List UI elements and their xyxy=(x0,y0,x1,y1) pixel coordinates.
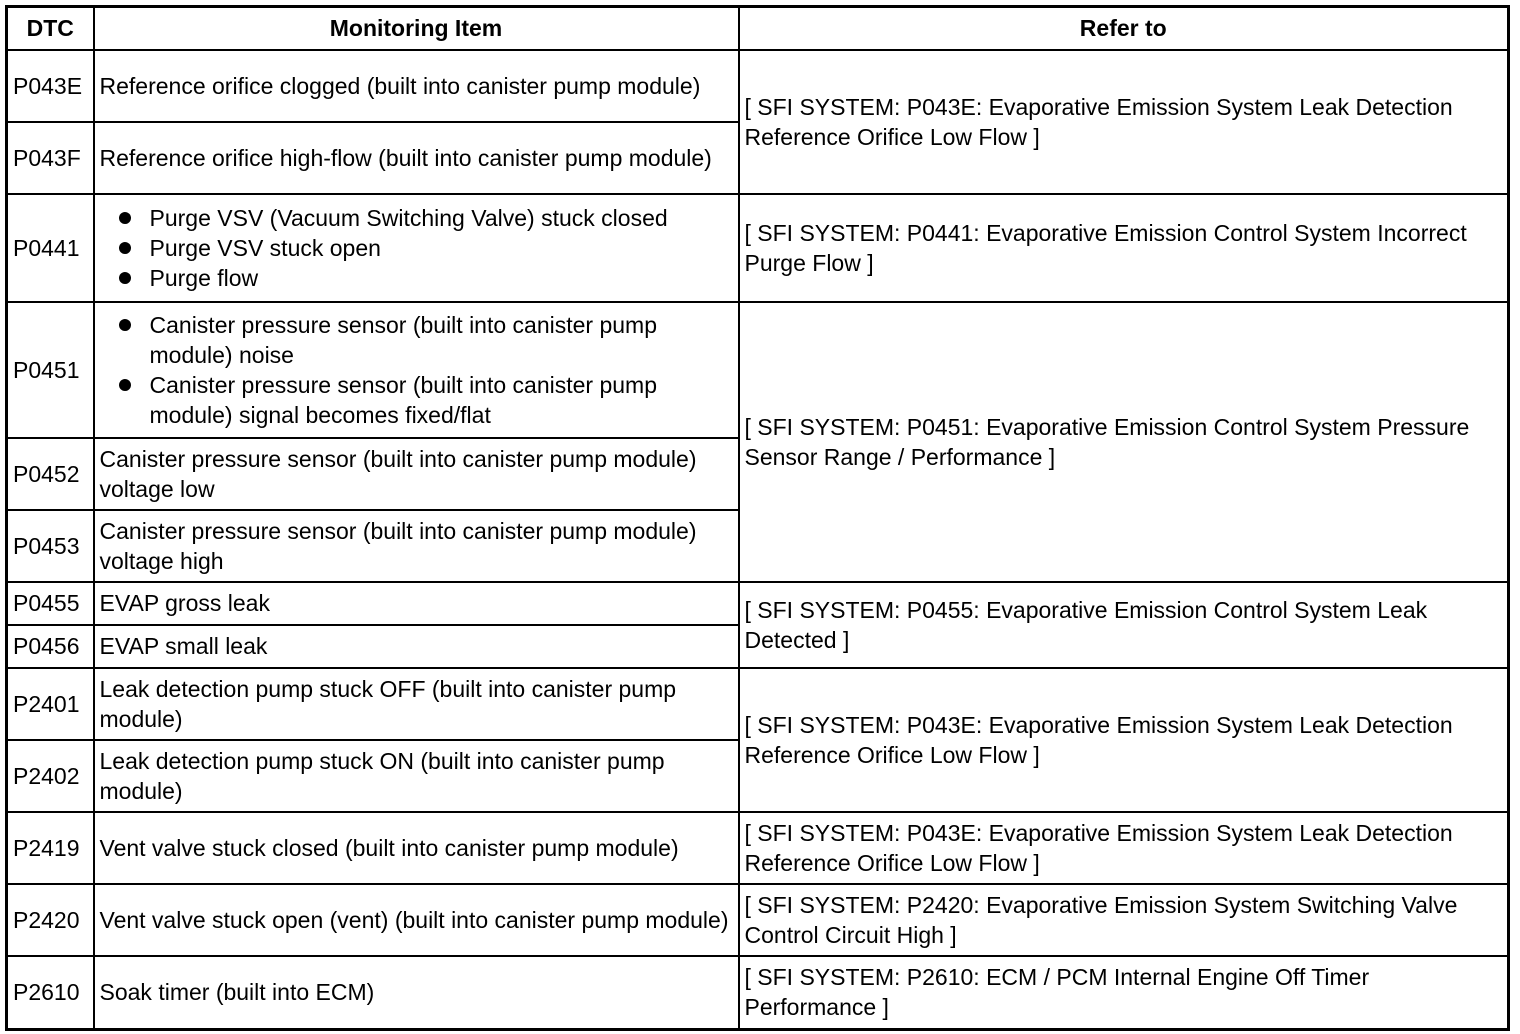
dtc-code: P043F xyxy=(7,122,94,194)
dtc-table xyxy=(5,5,1510,1031)
monitoring-item: EVAP gross leak xyxy=(94,582,739,625)
dtc-code: P0453 xyxy=(7,510,94,582)
table-row xyxy=(7,668,1509,740)
monitoring-item xyxy=(94,194,739,302)
dtc-code: P2419 xyxy=(7,812,94,884)
monitoring-item: EVAP small leak xyxy=(94,625,739,668)
monitoring-item: Canister pressure sensor (built into canister pump module) voltage low xyxy=(94,438,739,510)
header-monitoring-item: Monitoring Item xyxy=(94,7,739,50)
dtc-code: P0455 xyxy=(7,582,94,625)
dtc-code: P043E xyxy=(7,50,94,122)
dtc-code: P2610 xyxy=(7,956,94,1030)
bullet-item: Purge VSV stuck open xyxy=(100,233,733,263)
bullet-item: Purge VSV (Vacuum Switching Valve) stuck closed xyxy=(100,203,733,233)
dtc-code: P0451 xyxy=(7,302,94,438)
monitoring-item: Vent valve stuck open (vent) (built into canister pump module) xyxy=(94,884,739,956)
table-row xyxy=(7,302,1509,438)
monitoring-item xyxy=(94,302,739,438)
dtc-code: P0452 xyxy=(7,438,94,510)
bullet-item: Purge flow xyxy=(100,263,733,293)
monitoring-item: Soak timer (built into ECM) xyxy=(94,956,739,1030)
dtc-code: P2401 xyxy=(7,668,94,740)
refer-to-link[interactable]: [ SFI SYSTEM: P2420: Evaporative Emission System Switching Valve Control Circuit High ] xyxy=(739,884,1509,956)
table-row xyxy=(7,194,1509,302)
table-row xyxy=(7,582,1509,625)
monitoring-item: Canister pressure sensor (built into canister pump module) voltage high xyxy=(94,510,739,582)
table-row xyxy=(7,884,1509,956)
dtc-code: P2420 xyxy=(7,884,94,956)
refer-to-link[interactable]: [ SFI SYSTEM: P043E: Evaporative Emission System Leak Detection Reference Orifice Low Flow ] xyxy=(739,50,1509,194)
refer-to-link[interactable]: [ SFI SYSTEM: P2610: ECM / PCM Internal Engine Off Timer Performance ] xyxy=(739,956,1509,1030)
refer-to-link[interactable]: [ SFI SYSTEM: P0451: Evaporative Emission Control System Pressure Sensor Range / Performance ] xyxy=(739,302,1509,582)
dtc-code: P2402 xyxy=(7,740,94,812)
dtc-code: P0441 xyxy=(7,194,94,302)
monitoring-item: Reference orifice clogged (built into canister pump module) xyxy=(94,50,739,122)
monitoring-item: Vent valve stuck closed (built into canister pump module) xyxy=(94,812,739,884)
table-row xyxy=(7,50,1509,122)
header-refer-to: Refer to xyxy=(739,7,1509,50)
bullet-item: Canister pressure sensor (built into canister pump module) noise xyxy=(100,310,733,370)
header-dtc: DTC xyxy=(7,7,94,50)
refer-to-link[interactable]: [ SFI SYSTEM: P043E: Evaporative Emission System Leak Detection Reference Orifice Low Flow ] xyxy=(739,812,1509,884)
bullet-item: Canister pressure sensor (built into canister pump module) signal becomes fixed/flat xyxy=(100,370,733,430)
refer-to-link[interactable]: [ SFI SYSTEM: P0455: Evaporative Emission Control System Leak Detected ] xyxy=(739,582,1509,668)
table-row xyxy=(7,956,1509,1030)
refer-to-link[interactable]: [ SFI SYSTEM: P0441: Evaporative Emission Control System Incorrect Purge Flow ] xyxy=(739,194,1509,302)
dtc-code: P0456 xyxy=(7,625,94,668)
monitoring-item: Reference orifice high-flow (built into canister pump module) xyxy=(94,122,739,194)
refer-to-link[interactable]: [ SFI SYSTEM: P043E: Evaporative Emission System Leak Detection Reference Orifice Low Flow ] xyxy=(739,668,1509,812)
table-row xyxy=(7,812,1509,884)
monitoring-item: Leak detection pump stuck ON (built into canister pump module) xyxy=(94,740,739,812)
monitoring-item: Leak detection pump stuck OFF (built into canister pump module) xyxy=(94,668,739,740)
table-header-row xyxy=(7,7,1509,50)
